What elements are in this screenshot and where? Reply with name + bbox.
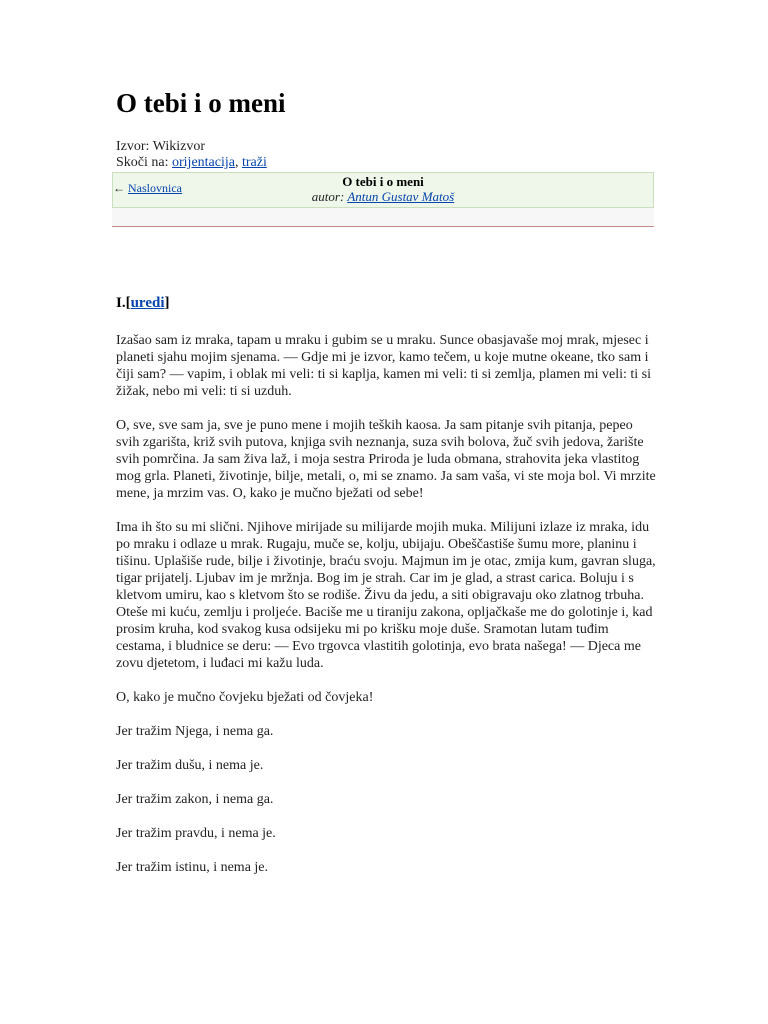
edit-section-link[interactable]: uredi [130,295,165,311]
back-navigation [113,181,182,196]
jump-label: Skoči na: [116,155,169,170]
paragraph: Jer tražim pravdu, i nema je. [116,826,276,841]
jump-search-link[interactable]: traži [241,155,267,170]
paragraph: Izašao sam iz mraka, tapam u mraku i gubim se u mraku. Sunce obasjavaše moj mrak, mjesec i planeti sjahu mojim sjenama. — Gdje mi je izvor, kamo tečem, u koje mutne okeane, tko sam i čiji sam? — vapim, i oblak mi veli: ti si kaplja, kamen mi veli: ti si zemlja, plamen mi veli: ti si žižak, nebo mi veli: ti si uzduh. [116,333,652,399]
author-label: autor: [311,189,345,204]
paragraph: Ima ih što su mi slični. Njihove mirijade su milijarde mojih muka. Milijuni izlaze iz mraka, idu po mraku i odlaze u mrak. Rugaju, muče se, kolju, ubijaju. Obeščastiše šumu more, planinu i tišinu. Uplašiše rude, bilje i životinje, braću svoju. Majmun im je otac, zmija kum, gavran sluga, tigar prijatelj. Ljubav im je mržnja. Bog im je strah. Car im je glad, a strast carica. Boluju i s kletvom umiru, kao s kletvom što se rodiše. Živu da jedu, a siti obigravaju oko zlatnog trbuha. Oteše mi kuću, zemlju i proljeće. Baciše me u tiraniju zakona, opljačkaše me do golotinje i, kad prosim kruha, kod svakog kusa odsijeku mi po krišku moje duše. Sramotan lutam tuđim cestama, i bludnice se deru: — Evo trgovca vlastitih golotinja, evo brata našega! — Djeca me zovu djetetom, i luđaci mi kažu luda. [116,520,656,671]
header-strip [112,208,654,226]
section-heading [116,295,170,312]
jump-separator: , [234,155,239,170]
page-title: O tebi i o meni [116,88,286,118]
author-link[interactable]: Antun Gustav Matoš [347,189,455,204]
meta-block [116,139,267,171]
paragraph: Jer tražim zakon, i nema ga. [116,792,274,807]
edit-bracket-open: [ [125,295,131,311]
paragraph: Jer tražim istinu, i nema je. [116,860,269,875]
work-header-center [263,174,503,204]
article-body [116,332,658,893]
paragraph: O, kako je mučno čovjeku bježati od čovjeka! [116,690,374,705]
paragraph: O, sve, sve sam ja, sve je puno mene i mojih teških kaosa. Ja sam pitanje svih pitanja, pepeo svih zgarišta, križ svih putova, knjiga svih neznanja, suza svih bolova, žuč svih jedova, žarište svih pomrčina. Ja sam živa laž, i moja sestra Priroda je luda obmana, strahovita jeka vlastitog mog grla. Planeti, životinje, bilje, metali, o, mi se znamo. Ja sam vaša, vi ste moja bol. Vi mrzite mene, ja mrzim vas. O, kako je mučno bježati od sebe! [116,418,656,501]
header-divider [112,226,654,227]
work-title: O tebi i o meni [342,174,424,189]
jump-navigation-link[interactable]: orijentacija [172,155,235,170]
author-line [263,189,503,204]
source-line [116,139,267,155]
paragraph: Jer tražim Njega, i nema ga. [116,724,274,739]
jump-line [116,155,267,171]
edit-bracket-close: ] [164,295,170,311]
source-value: Wikizvor [152,139,205,154]
left-arrow-icon: ← [113,181,125,195]
paragraph: Jer tražim dušu, i nema je. [116,758,264,773]
section-number: I. [116,295,126,311]
source-label: Izvor: [116,139,150,154]
work-header-box [112,172,654,208]
home-link[interactable]: Naslovnica [128,181,182,195]
